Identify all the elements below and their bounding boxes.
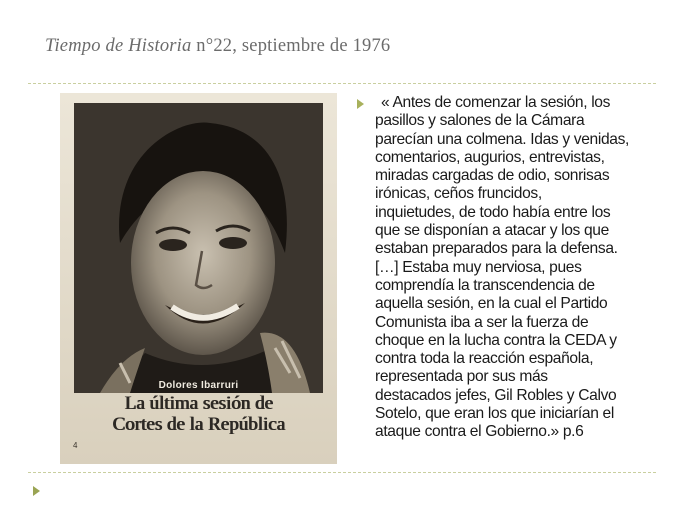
- quote-line: aquella sesión, en la cual el Partido: [375, 295, 608, 313]
- quote-line: choque en la lucha contra la CEDA y: [375, 331, 617, 349]
- cover-page-number: 4: [73, 441, 78, 450]
- quote-line: representada por sus más: [375, 368, 548, 386]
- bottom-divider: [28, 472, 656, 473]
- top-divider: [28, 83, 656, 84]
- quote-line: miradas cargadas de odio, sonrisas: [375, 167, 610, 185]
- quote-line: Comunista iba a ser la fuerza de: [375, 313, 589, 331]
- quote-line: pasillos y salones de la Cámara: [375, 112, 585, 130]
- quote-line: estaban preparados para la defensa.: [375, 240, 618, 258]
- quote-line: « Antes de comenzar la sesión, los: [381, 94, 611, 111]
- quote-line: irónicas, ceños fruncidos,: [375, 185, 542, 203]
- footer-arrow-icon: [33, 486, 40, 496]
- quote-line: parecían una colmena. Idas y venidas,: [375, 130, 630, 148]
- quote-line: que se disponían a atacar y los que: [375, 222, 609, 240]
- bullet-arrow-icon: [357, 99, 364, 109]
- quote-text: [375, 94, 667, 442]
- quote-line: ataque contra el Gobierno.» p.6: [375, 423, 584, 441]
- slide-title-publication: Tiempo de Historia: [45, 36, 192, 56]
- slide-title-issue: n°22, septiembre de 1976: [191, 36, 391, 56]
- quote-line: contra toda la reacción española,: [375, 350, 594, 368]
- quote-line: destacados jefes, Gil Robles y Calvo: [375, 386, 617, 404]
- quote-line: comprendía la transcendencia de: [375, 276, 595, 294]
- magazine-cover-image: [60, 93, 337, 464]
- slide-title: [45, 36, 390, 57]
- quote-line: […] Estaba muy nerviosa, pues: [375, 258, 582, 276]
- quote-line: comentarios, augurios, entrevistas,: [375, 148, 605, 166]
- quote-line: Sotelo, que eran los que iniciarían el: [375, 405, 614, 423]
- cover-caption: Dolores Ibarruri: [158, 380, 239, 391]
- quote-line: inquietudes, de todo había entre los: [375, 203, 611, 221]
- cover-headline: La última sesión de Cortes de la República: [112, 393, 285, 435]
